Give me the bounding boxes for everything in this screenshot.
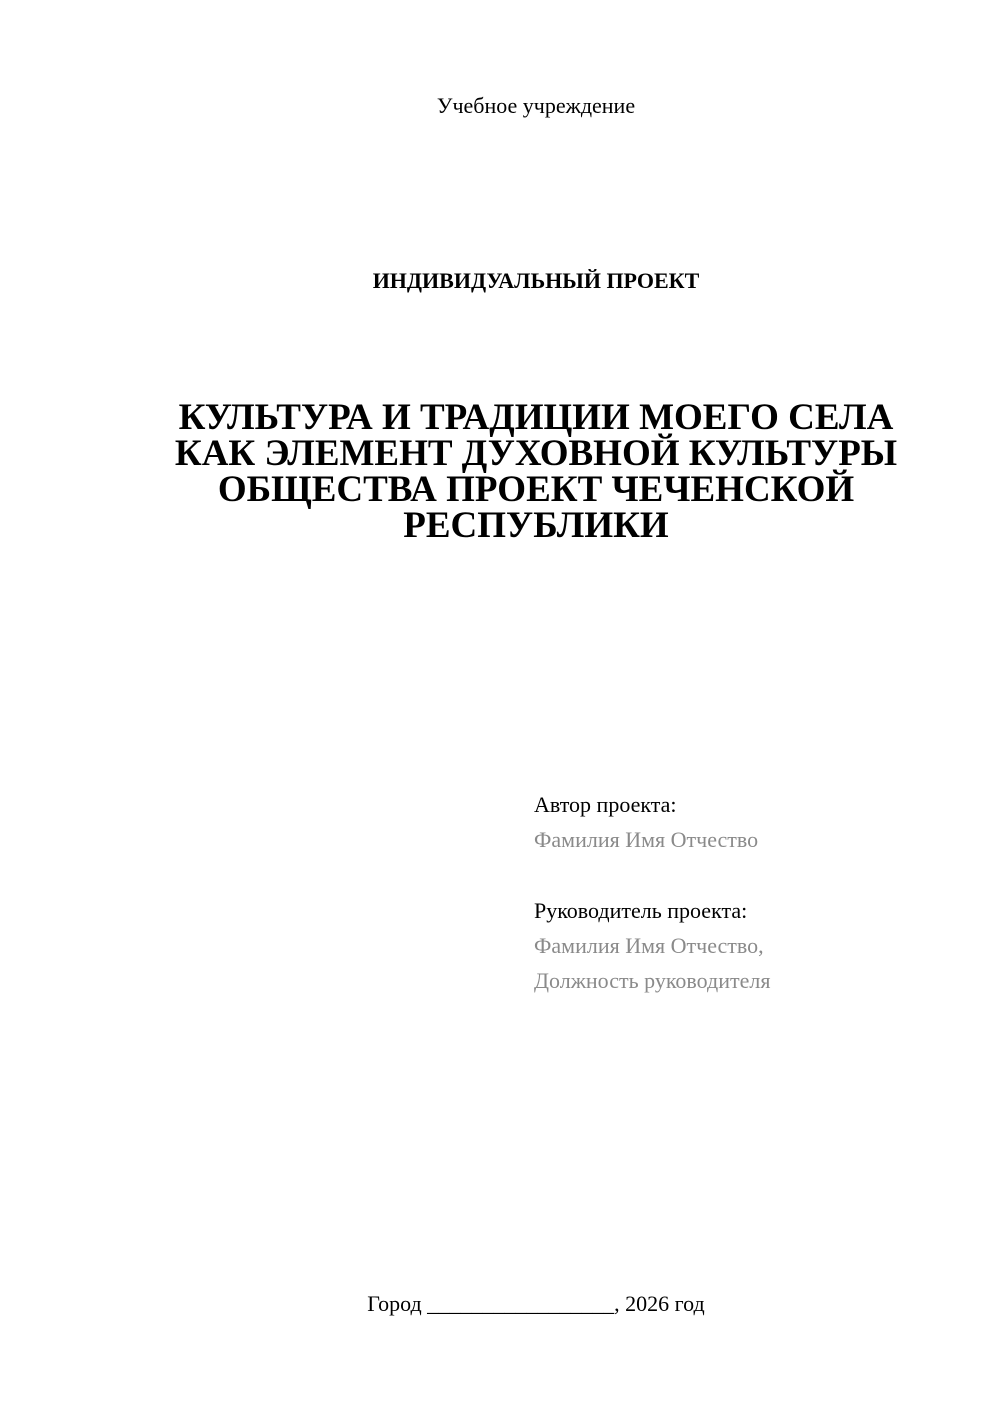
supervisor-label: Руководитель проекта: — [534, 898, 748, 923]
project-title-line: КАК ЭЛЕМЕНТ ДУХОВНОЙ КУЛЬТУРЫ — [174, 433, 898, 474]
institution-name: Учебное учреждение — [436, 93, 636, 118]
supervisor-name: Фамилия Имя Отчество, — [534, 933, 764, 958]
city-year-footer: Город _________________, 2026 год — [367, 1291, 705, 1316]
project-title-line: ОБЩЕСТВА ПРОЕКТ ЧЕЧЕНСКОЙ — [217, 469, 855, 510]
author-block — [534, 787, 974, 857]
project-title-line: РЕСПУБЛИКИ — [403, 505, 669, 546]
supervisor-position: Должность руководителя — [534, 968, 771, 993]
project-title — [150, 397, 922, 546]
author-name: Фамилия Имя Отчество — [534, 827, 759, 852]
supervisor-block — [534, 893, 974, 998]
project-title-line: КУЛЬТУРА И ТРАДИЦИИ МОЕГО СЕЛА — [178, 397, 894, 438]
author-label: Автор проекта: — [534, 792, 677, 817]
project-type-heading: ИНДИВИДУАЛЬНЫЙ ПРОЕКТ — [372, 268, 700, 293]
